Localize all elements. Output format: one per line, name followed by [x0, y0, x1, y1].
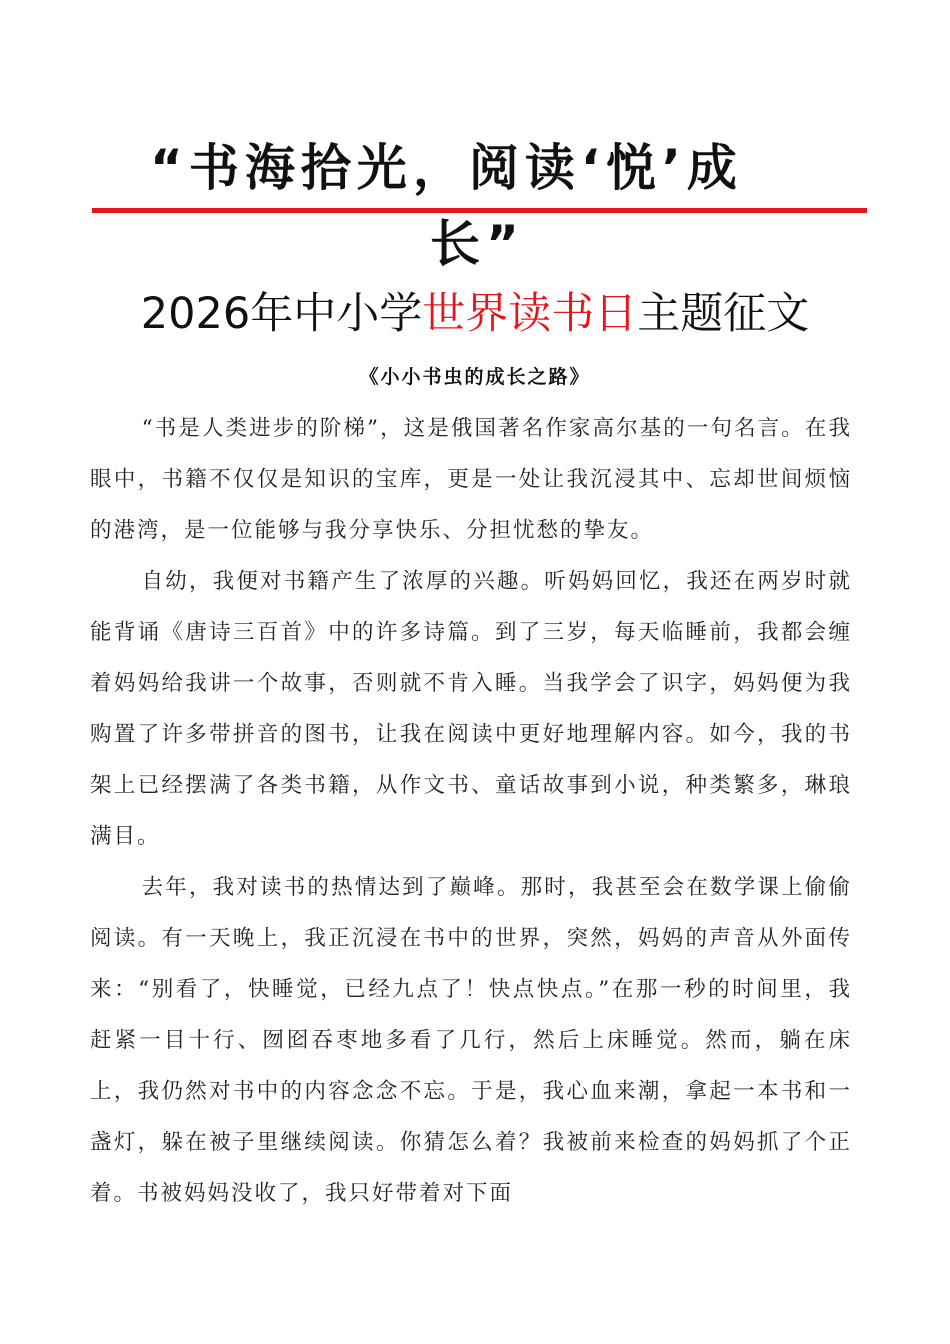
subtitle-suffix: 主题征文	[637, 289, 810, 339]
essay-body	[90, 403, 852, 1219]
subtitle-prefix: 2026年中小学	[140, 289, 423, 339]
page-subtitle	[0, 284, 950, 344]
page-title	[150, 130, 830, 282]
title-line-1: “书海拾光，阅读‘悦’成	[150, 139, 743, 197]
paragraph: 自幼，我便对书籍产生了浓厚的兴趣。听妈妈回忆，我还在两岁时就能背诵《唐诗三百首》中的许多诗篇。到了三岁，每天临睡前，我都会缠着妈妈给我讲一个故事，否则就不肯入睡。当我学会了识字，妈妈便为我购置了许多带拼音的图书，让我在阅读中更好地理解内容。如今，我的书架上已经摆满了各类书籍，从作文书、童话故事到小说，种类繁多，琳琅满目。	[90, 569, 852, 849]
red-divider-line	[92, 208, 867, 213]
subtitle-highlight: 世界读书日	[422, 289, 638, 339]
paragraph: “书是人类进步的阶梯”，这是俄国著名作家高尔基的一句名言。在我眼中，书籍不仅仅是知识的宝库，更是一处让我沉浸其中、忘却世间烦恼的港湾，是一位能够与我分享快乐、分担忧愁的挚友。	[90, 416, 852, 543]
paragraph: 去年，我对读书的热情达到了巅峰。那时，我甚至会在数学课上偷偷阅读。有一天晚上，我正沉浸在书中的世界，突然，妈妈的声音从外面传来：“别看了，快睡觉，已经九点了！快点快点。”在那一秒的时间里，我赶紧一目十行、囫囵吞枣地多看了几行，然后上床睡觉。然而，躺在床上，我仍然对书中的内容念念不忘。于是，我心血来潮，拿起一本书和一盏灯，躲在被子里继续阅读。你猜怎么着？我被前来检查的妈妈抓了个正着。书被妈妈没收了，我只好带着对下面	[90, 875, 852, 1206]
essay-title: 《小小书虫的成长之路》	[359, 366, 591, 388]
title-line-2: 长”	[430, 215, 525, 273]
